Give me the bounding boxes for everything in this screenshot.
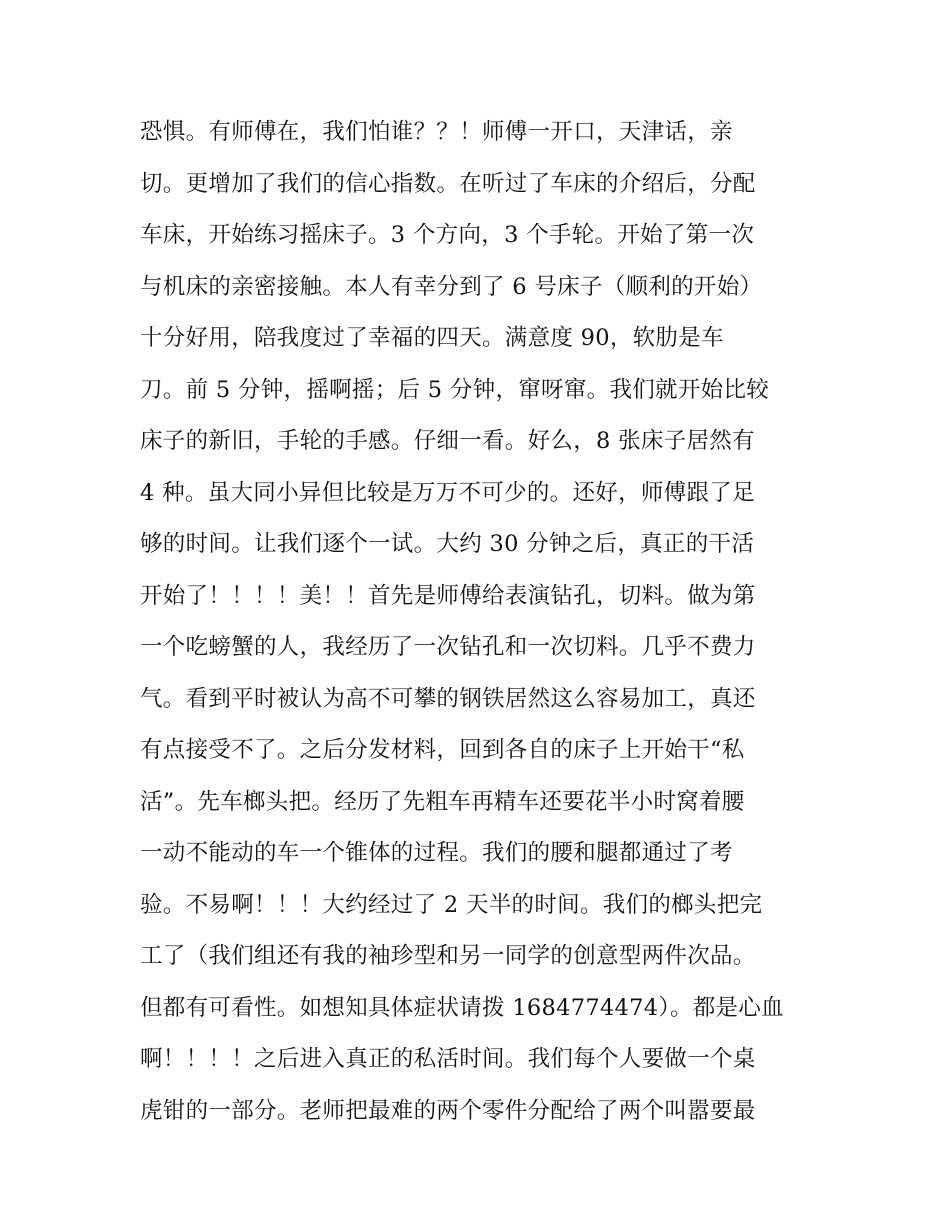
text-line: 气。看到平时被认为高不可攀的钢铁居然这么容易加工，真还 [140, 685, 756, 712]
text-line: 一动不能动的车一个锥体的过程。我们的腰和腿都通过了考 [140, 840, 733, 866]
text-line: 与机床的亲密接触。本人有幸分到了 6 号床子（顺利的开始） [140, 273, 763, 300]
text-line: 活”。先车榔头把。经历了先粗车再精车还要花半小时窝着腰 [140, 788, 745, 815]
text-line: 切。更增加了我们的信心指数。在听过了车床的介绍后，分配 [140, 170, 756, 197]
body-text [140, 107, 820, 1137]
text-line: 恐惧。有师傅在，我们怕谁？？！师傅一开口，天津话，亲 [140, 119, 733, 145]
text-line: 够的时间。让我们逐个一试。大约 30 分钟之后，真正的干活 [140, 531, 755, 557]
text-line: 但都有可看性。如想知具体症状请拨 1684774474）。都是心血 [140, 994, 784, 1021]
text-line: 4 种。虽大同小异但比较是万万不可少的。还好，师傅跟了足 [140, 479, 755, 506]
text-line: 一个吃螃蟹的人，我经历了一次钻孔和一次切料。几乎不费力 [140, 634, 756, 660]
text-line: 啊！！！！之后进入真正的私活时间。我们每个人要做一个桌 [140, 1046, 756, 1072]
text-line: 开始了！！！！美！！首先是师傅给表演钻孔，切料。做为第 [140, 582, 756, 609]
text-line: 车床，开始练习摇床子。3 个方向，3 个手轮。开始了第一次 [140, 222, 755, 248]
text-line: 床子的新旧，手轮的手感。仔细一看。好么，8 张床子居然有 [140, 428, 755, 454]
text-line: 十分好用，陪我度过了幸福的四天。满意度 90，软肋是车 [140, 325, 724, 351]
text-line: 有点接受不了。之后分发材料，回到各自的床子上开始干“私 [140, 737, 745, 763]
text-line: 验。不易啊！！！大约经过了 2 天半的时间。我们的榔头把完 [140, 891, 763, 918]
text-line: 工了（我们组还有我的袖珍型和另一同学的创意型两件次品。 [140, 943, 756, 969]
text-line: 虎钳的一部分。老师把最难的两个零件分配给了两个叫嚣要最 [140, 1097, 756, 1124]
text-line: 刀。前 5 分钟，摇啊摇；后 5 分钟，窜呀窜。我们就开始比较 [140, 376, 770, 403]
